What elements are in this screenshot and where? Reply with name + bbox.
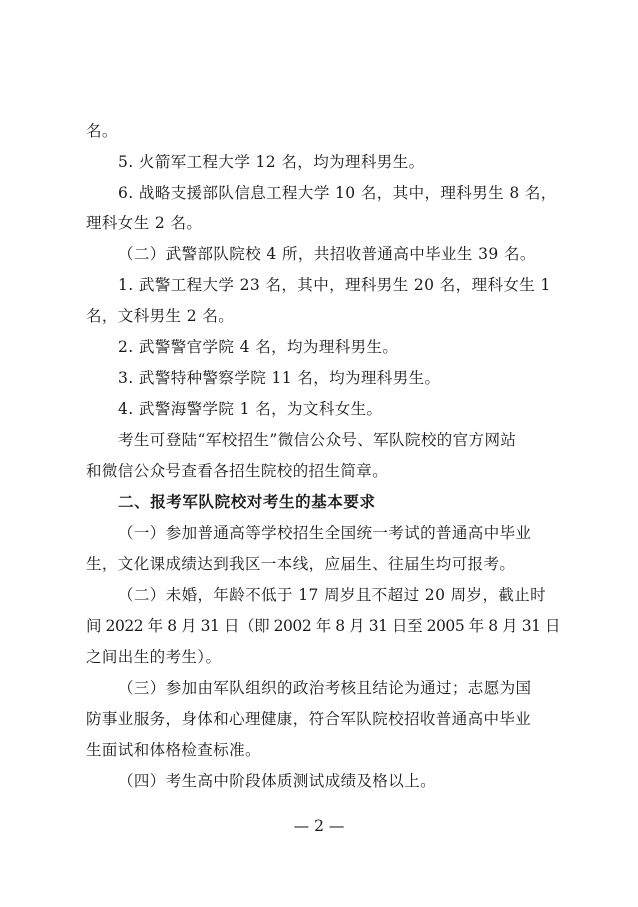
- text-line-10: 4. 武警海警学院 1 名，为文科女生。: [118, 400, 383, 418]
- text-line-3: 6. 战略支援部队信息工程大学 10 名，其中，理科男生 8 名，: [118, 184, 557, 202]
- text-line-5: （二）武警部队院校 4 所，共招收普通高中毕业生 39 名。: [118, 245, 536, 263]
- text-line-20: 防事业服务，身体和心理健康，符合军队院校招收普通高中毕业: [86, 710, 532, 728]
- text-line-16: （二）未婚，年龄不低于 17 周岁且不超过 20 周岁，截止时: [118, 586, 547, 604]
- text-line-1: 名。: [86, 122, 118, 140]
- section-heading: 二、报考军队院校对考生的基本要求: [118, 493, 376, 511]
- text-line-9: 3. 武警特种警察学院 11 名，均为理科男生。: [118, 369, 441, 387]
- text-line-12: 和微信公众号查看各招生院校的招生简章。: [86, 462, 389, 480]
- text-line-21: 生面试和体格检查标准。: [86, 741, 261, 759]
- text-line-18: 之间出生的考生）。: [86, 648, 222, 666]
- text-line-7: 名，文科男生 2 名。: [86, 307, 235, 325]
- text-line-15: 生，文化课成绩达到我区一本线，应届生、往届生均可报考。: [86, 555, 516, 573]
- text-line-19: （三）参加由军队组织的政治考核且结论为通过；志愿为国: [118, 679, 532, 697]
- text-line-8: 2. 武警警官学院 4 名，均为理科男生。: [118, 338, 399, 356]
- text-line-2: 5. 火箭军工程大学 12 名，均为理科男生。: [118, 153, 425, 171]
- text-line-4: 理科女生 2 名。: [86, 214, 203, 232]
- text-line-14: （一）参加普通高等学校招生全国统一考试的普通高中毕业: [118, 524, 532, 542]
- text-line-17: 间 2022 年 8 月 31 日（即 2002 年 8 月 31 日至 2005 年 8 月 31 日: [86, 617, 560, 635]
- page-number: — 2 —: [293, 817, 345, 835]
- text-line-11: 考生可登陆“军校招生”微信公众号、军队院校的官方网站: [118, 431, 517, 449]
- text-line-6: 1. 武警工程大学 23 名，其中，理科男生 20 名，理科女生 1: [118, 276, 551, 294]
- text-line-22: （四）考生高中阶段体质测试成绩及格以上。: [118, 772, 437, 790]
